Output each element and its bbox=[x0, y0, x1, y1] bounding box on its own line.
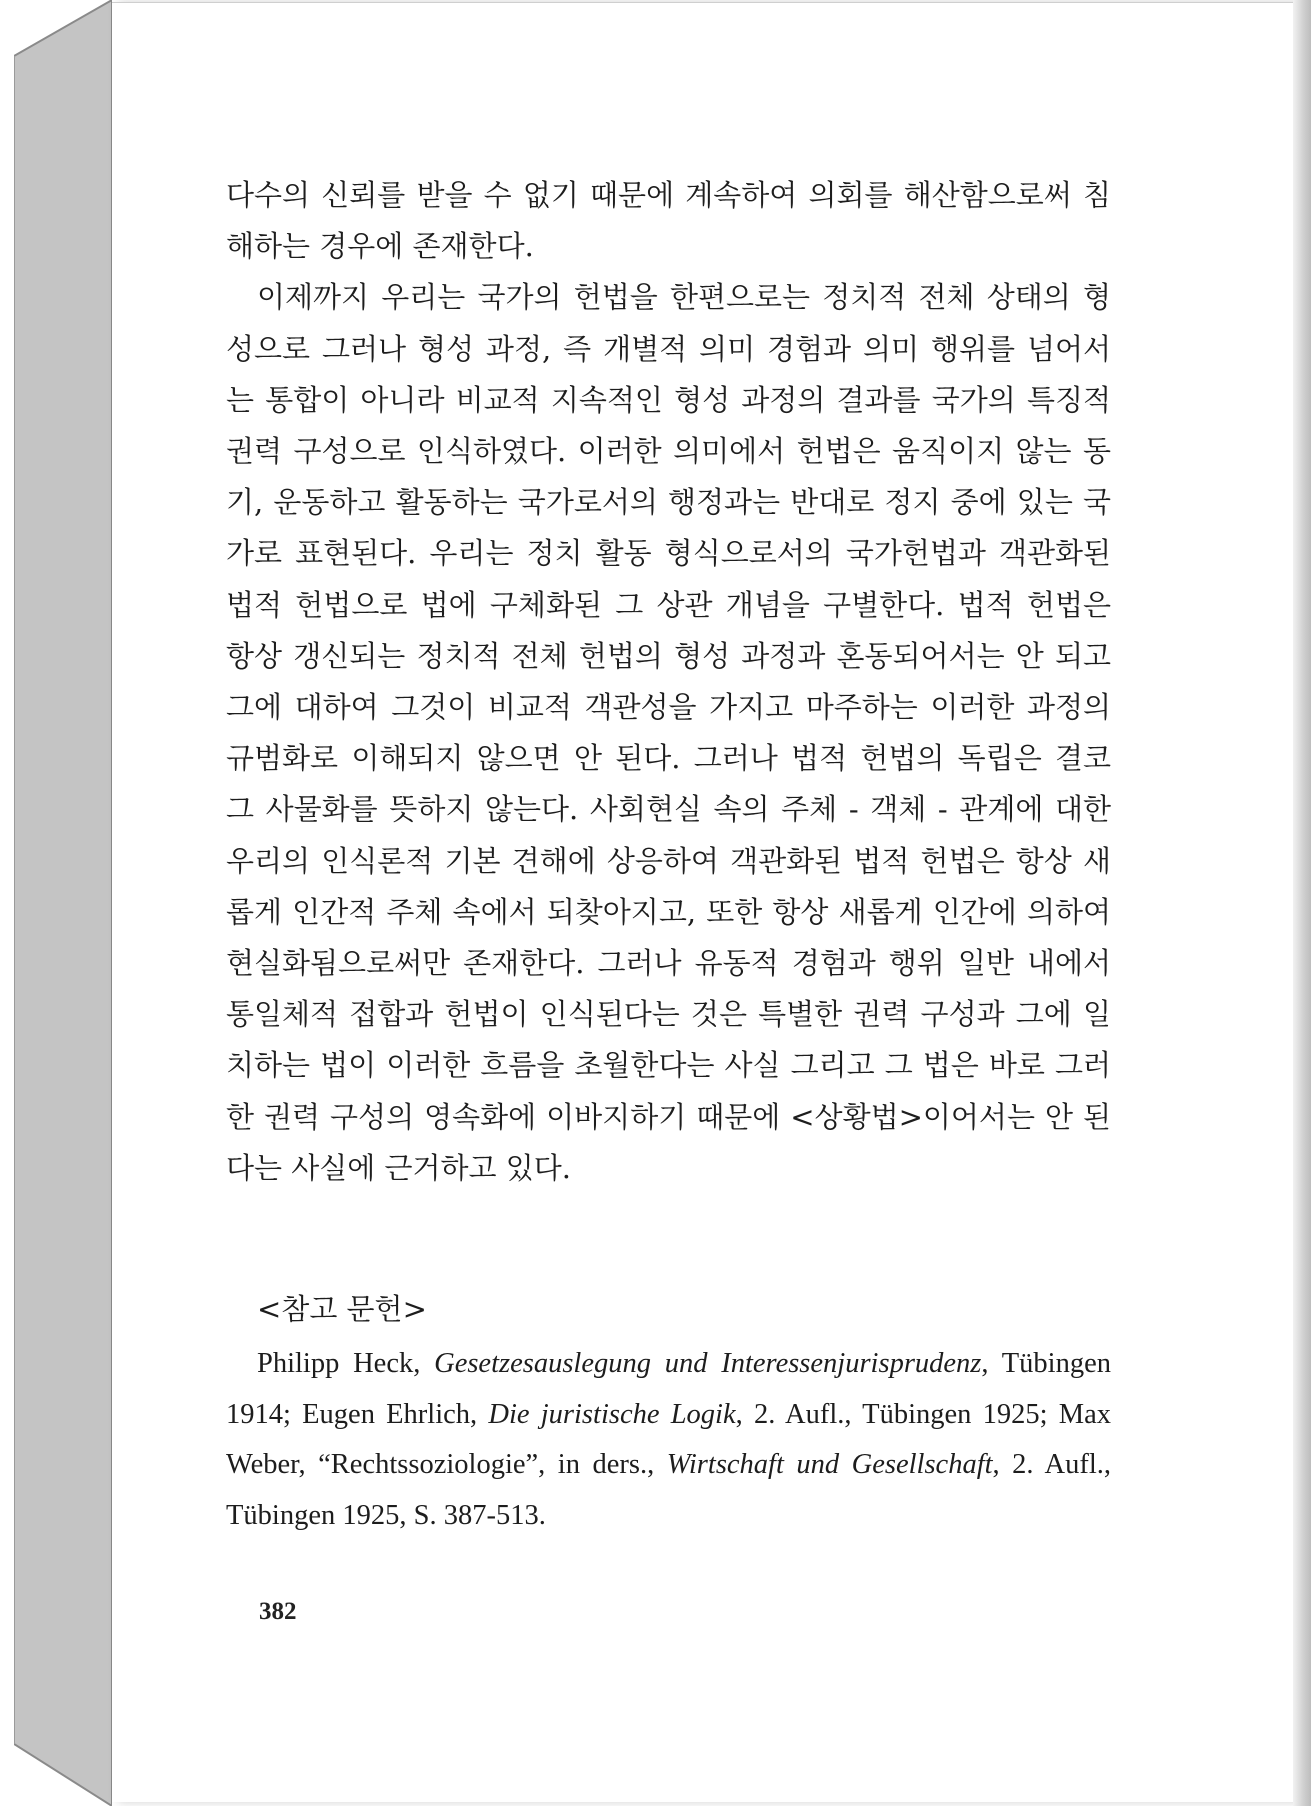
book-spine bbox=[14, 0, 112, 1806]
references-body bbox=[226, 1339, 1111, 1541]
book-spine-graphic bbox=[14, 0, 112, 1806]
reference-book-title: Wirtschaft und Gesellschaft bbox=[666, 1449, 993, 1480]
references-section bbox=[226, 1284, 1111, 1541]
reference-text: , 2. Aufl., Tübingen 1925; Max Weber, “Rechtssoziologie”, in ders., bbox=[226, 1398, 1111, 1480]
reference-book-title: Die juristische Logik bbox=[488, 1398, 736, 1430]
body-paragraph-1: 다수의 신뢰를 받을 수 없기 때문에 계속하여 의회를 해산함으로써 침해하는 경우에 존재한다. bbox=[226, 178, 1111, 264]
reference-text: Philipp Heck, bbox=[257, 1348, 435, 1379]
body-paragraph-2: 이제까지 우리는 국가의 헌법을 한편으로는 정치적 전체 상태의 형성으로 그러나 형성 과정, 즉 개별적 의미 경험과 의미 행위를 넘어서는 통합이 아니라 비교적 지속적인 형성 과정의 결과를 국가의 특징적 권력 구성으로 인식하였다. 이러한 의미에서 헌법은 움직이지 않는 동기, 운동하고 활동하는 국가로서의 행정과는 반대로 정지 중에 있는 국가로 표현된다. 우리는 정치 활동 형식으로서의 국가헌법과 객관화된 법적 헌법으로 법에 구체화된 그 상관 개념을 구별한다. 법적 헌법은 항상 갱신되는 정치적 전체 헌법의 형성 과정과 혼동되어서는 안 되고 그에 대하여 그것이 비교적 객관성을 가지고 마주하는 이러한 과정의 규범화로 이해되지 않으면 안 된다. 그러나 법적 헌법의 독립은 결코 그 사물화를 뜻하지 않는다. 사회현실 속의 주체 - 객체 - 관계에 대한 우리의 인식론적 기본 견해에 상응하여 객관화된 법적 헌법은 항상 새롭게 인간적 주체 속에서 되찾아지고, 또한 항상 새롭게 인간에 의하여 현실화됨으로써만 존재한다. 그러나 유동적 경험과 행위 일반 내에서 통일체적 접합과 헌법이 인식된다는 것은 특별한 권력 구성과 그에 일치하는 법이 이러한 흐름을 초월한다는 사실 그리고 그 법은 바로 그러한 권력 구성의 영속화에 이바지하기 때문에 <상황법>이어서는 안 된다는 사실에 근거하고 있다. bbox=[226, 280, 1111, 1185]
page-number: 382 bbox=[259, 1598, 297, 1625]
body-text bbox=[226, 170, 1111, 1194]
reference-text: , 2. Aufl., Tübingen 1925, S. 387-513. bbox=[226, 1449, 1111, 1531]
page-edge-shadow bbox=[1293, 0, 1311, 1806]
reference-book-title: Gesetzesauslegung und Interessenjurisprudenz bbox=[434, 1348, 982, 1379]
reference-text: , Tübingen 1914; Eugen Ehrlich, bbox=[226, 1348, 1111, 1430]
references-title: <참고 문헌> bbox=[257, 1292, 427, 1326]
